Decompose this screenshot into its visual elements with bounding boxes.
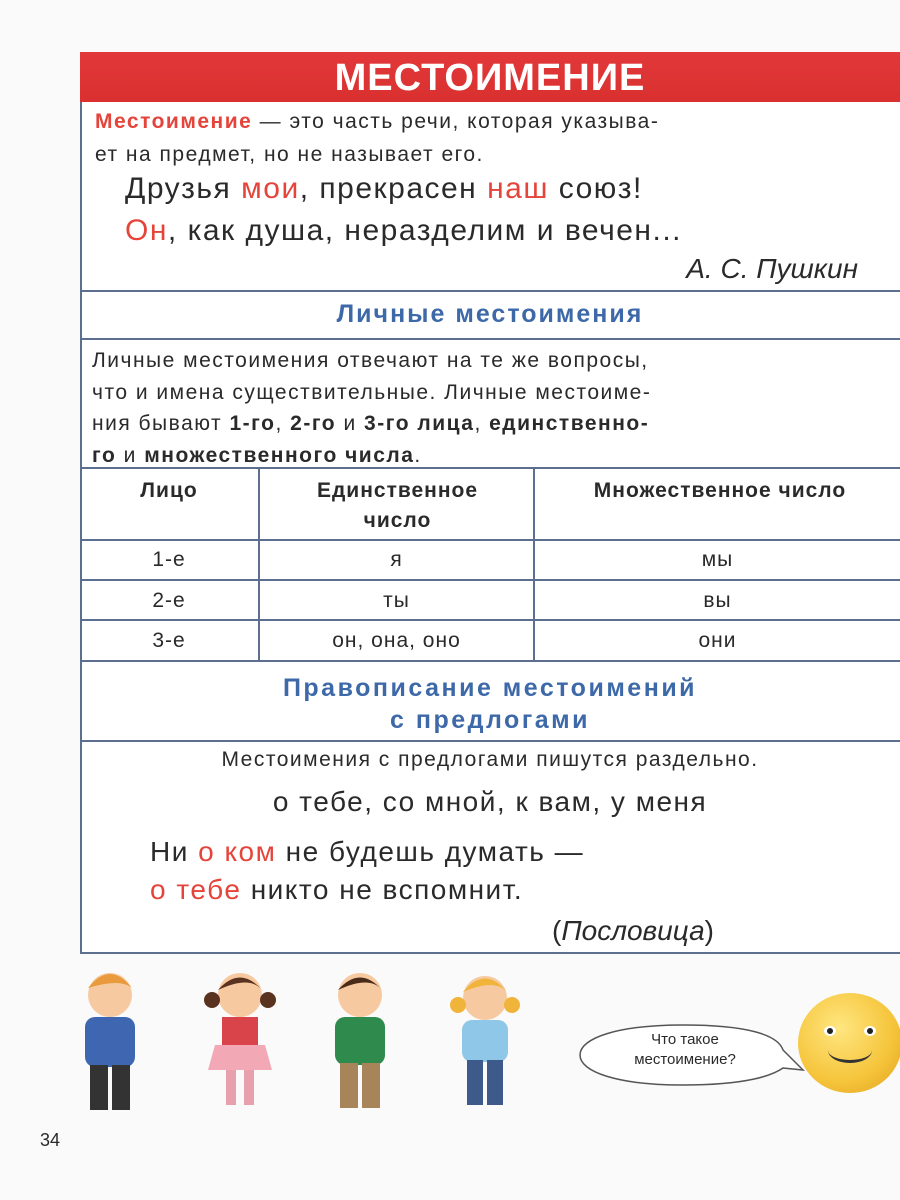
table-header-plural: Множественное число — [593, 479, 847, 502]
section-heading-personal: Личные местоимения — [336, 300, 644, 328]
paragraph-line: ния бывают 1-го, 2-го и 3-го лица, единственно- — [92, 412, 650, 435]
spelling-examples: о тебе, со мной, к вам, у меня — [272, 786, 708, 817]
table-cell: 2-е — [152, 589, 186, 612]
table-border — [80, 660, 900, 662]
paragraph-line: го и множественного числа. — [92, 443, 422, 467]
poem-line-1 — [125, 172, 643, 206]
divider — [80, 338, 900, 340]
poem-text: Друзья — [125, 172, 242, 205]
divider — [80, 740, 900, 742]
table-cell: ты — [383, 589, 410, 612]
divider — [80, 290, 900, 292]
boy-green-sweater-icon — [335, 973, 385, 1108]
proverb-line-1: Ни о ком не будешь думать — — [150, 836, 585, 867]
table-cell: 1-е — [152, 548, 186, 571]
definition-line-1 — [95, 110, 659, 134]
girl-pink-dress-icon — [204, 973, 276, 1105]
personal-paragraph — [92, 345, 651, 471]
table-border — [80, 539, 900, 541]
table-cell: вы — [703, 589, 732, 612]
spelling-rule: Местоимения с предлогами пишутся раздельно. — [221, 748, 759, 771]
table-border — [80, 579, 900, 581]
pronoun-highlight: Он — [125, 214, 168, 247]
paragraph-line: Личные местоимения отвечают на те же вопросы, — [92, 349, 649, 372]
definition-line-2: ет на предмет, но не называет его. — [95, 143, 484, 166]
table-border — [80, 619, 900, 621]
boy-blue-sweater-icon — [85, 973, 135, 1110]
pronoun-highlight: наш — [487, 172, 549, 205]
proverb-line-2: о тебе никто не вспомнит. — [150, 874, 524, 905]
pronoun-highlight: о тебе — [150, 874, 242, 905]
girl-blue-sweater-icon — [450, 976, 520, 1105]
table-header-singular: Единственное число — [316, 479, 479, 532]
table-border — [80, 467, 900, 469]
paragraph-line: что и имена существительные. Личные местоиме- — [92, 380, 652, 404]
proverb-source: (Пословица) — [552, 915, 714, 946]
table-cell: я — [390, 548, 403, 571]
table-cell: они — [698, 629, 737, 652]
children-illustration — [60, 960, 540, 1120]
pronoun-highlight: о ком — [198, 836, 277, 867]
page-number: 34 — [40, 1130, 61, 1150]
poem-author: А. С. Пушкин — [686, 253, 858, 284]
table-header-person: Лицо — [140, 479, 198, 502]
definition-term: Местоимение — [95, 110, 253, 133]
poem-text: , как душа, неразделим и вечен... — [167, 214, 682, 247]
poem-line-2 — [125, 214, 682, 248]
poem-text: союз! — [548, 172, 643, 205]
page-title: МЕСТОИМЕНИЕ — [80, 52, 900, 102]
smiley-icon — [798, 993, 900, 1093]
definition-text: — это часть речи, которая указыва- — [252, 110, 660, 133]
pronoun-highlight: мои — [241, 172, 300, 205]
table-cell: он, она, оно — [332, 629, 461, 652]
poem-text: , прекрасен — [299, 172, 488, 205]
section-heading-spelling: Правописание местоимений с предлогами — [282, 674, 698, 734]
table-cell: мы — [701, 548, 734, 571]
speech-bubble-text: Что такое местоимение? — [634, 1031, 736, 1068]
table-cell: 3-е — [152, 629, 186, 652]
